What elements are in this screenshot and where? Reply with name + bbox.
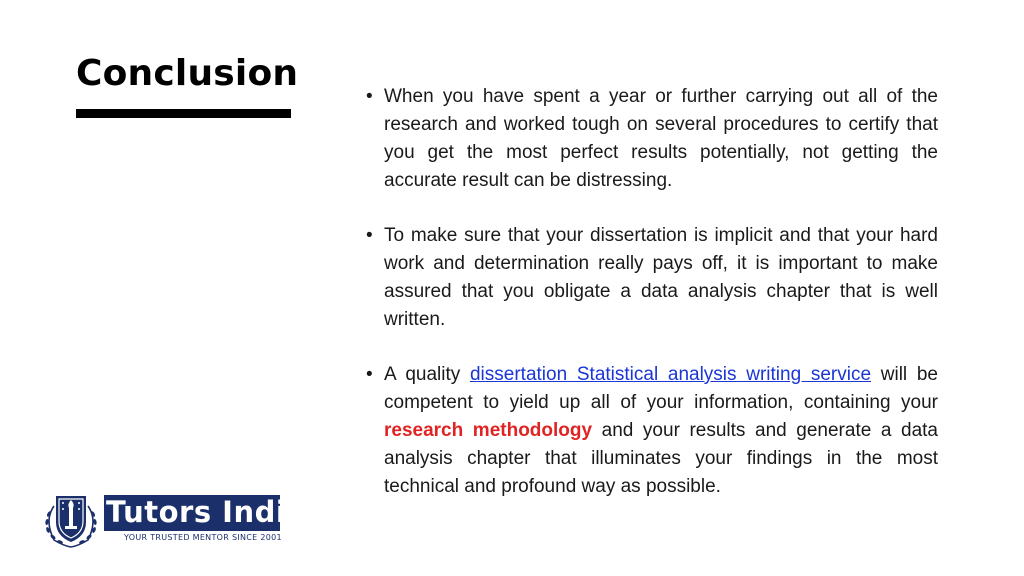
logo-tagline: YOUR TRUSTED MENTOR SINCE 2001 [124,533,282,542]
bullet-item [364,222,938,334]
logo-name: Tutors India [106,495,307,529]
highlight-text: research methodology [384,420,593,441]
bullet-item [364,83,938,195]
slide-title: Conclusion [76,53,299,94]
bullet-text-start: A quality [384,364,470,385]
bullet-text: When you have spent a year or further carrying out all of the research and worked tough on several procedures to certify that you get the most perfect results potentially, not getting the accurate result can be distressing. [384,86,938,191]
service-link[interactable]: dissertation Statistical analysis writing service [469,364,872,385]
bullet-list [364,83,938,528]
bullet-item [364,361,938,501]
bullet-dot-icon: • [366,86,373,107]
tutors-india-logo [38,492,307,550]
bullet-dot-icon: • [366,225,373,246]
title-underline [76,109,291,118]
bullet-text-end: and your results and generate a data analysis chapter that illuminates your findings in the most technical and profound way as possible. [384,420,938,497]
laurel-emblem-icon [38,492,104,550]
bullet-text: To make sure that your dissertation is implicit and that your hard work and determination really pays off, it is important to make assured that you obligate a data analysis chapter that is well written. [384,225,938,330]
bullet-text-middle: will be competent to yield up all of your information, containing your [384,364,938,413]
bullet-dot-icon: • [366,364,373,385]
